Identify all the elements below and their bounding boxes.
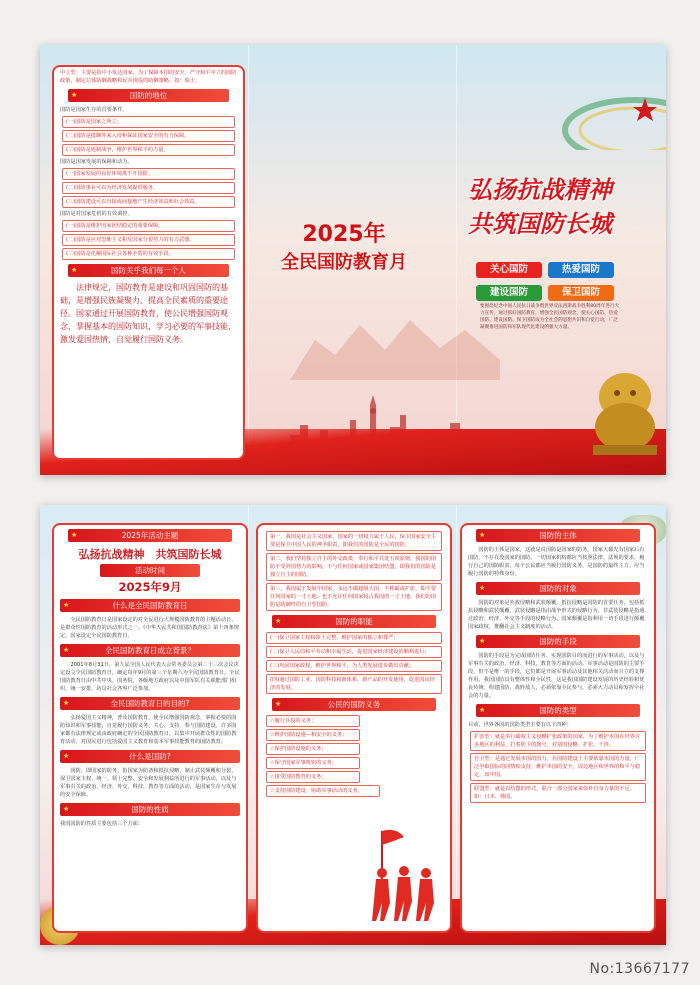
star-icon: ★ — [71, 266, 78, 274]
q2-label: 全民国防教育日成立背景？ — [105, 646, 195, 655]
section-header-everyone — [68, 264, 229, 277]
duty-item: (二)保卫人民的和平劳动和幸福生活，促进国家经济建设的顺利进行； — [266, 646, 442, 658]
tag-care: 关心国防 — [476, 262, 542, 278]
obligation-label: 公民的国防义务 — [327, 700, 381, 709]
obligation-item: ☆履行兵役的义务； — [266, 715, 360, 727]
status-item: (三)国防建设可以直接或间接地产生经济效益和社会效益。 — [62, 196, 235, 208]
cover-title-line2: 共筑国防长城 — [468, 210, 612, 238]
means-text: 国防的手段是为完成国防任务、实现国防目的而进行的军事活动，以及与军事有关的政治、经济、科技、教育等方面的活动。军事活动是国防的主要手段，但不是唯一的手段，它们都是开展军事活动及其他相关活动而且立的支撑作用。我国国防具有整体性和全民性，这是我国国防建设发展的历史经验和优良传统。构建国防，战胜敌人，必须依靠全民参与，必须大力动员和发挥全社会的力量。 — [468, 653, 645, 699]
status-item: (三)国防是遏制战争，维护世界和平的力量。 — [62, 144, 235, 156]
month-title: 全民国防教育月 — [281, 252, 407, 273]
status-item: (一)国防是国家之所立； — [62, 116, 235, 128]
means-header — [476, 635, 640, 648]
type-item: 联盟型：就是以结盟的形式，联合一部分国家来弥补自身力量的不足。如：日本、韩国。 — [470, 783, 646, 803]
theme-header-label: 2025年活动主题 — [121, 531, 179, 540]
obligation-item: ☆支持国防建设、协助军事活动的义务。 — [266, 785, 380, 797]
nature-point: 第二，我们坚持独立自主的外交政策，奉行和平共处五项原则，我国的国防不受外国势力的影响，不与任何国家或国家集团结盟，即我们的国防是独立自主的国防。 — [266, 553, 442, 581]
object-header — [476, 582, 640, 595]
type-item: 扩张型：就是奉行霸权主义侵略扩张政策的国家，为了维护本国在世界许多地区的利益，打着防卫的旗号，对别国侵略、扩张、干涉。 — [470, 731, 646, 751]
tag-love: 热爱国防 — [548, 262, 614, 278]
object-text: 国防的对象是外敌侵略和武装颠覆。抵抗侵略是国防的首要任务，包括抵抗侵略和武装颠覆，武装侵略是指由战争形式的侵略行为，非武装侵略是指通过政治、经济、外交等手段的侵略行为。国家颠覆是指利用一切手段进行颠覆国家政权、推翻社会主义制度的活动。 — [468, 600, 645, 630]
obligation-header — [272, 698, 436, 711]
star-icon: ★ — [479, 531, 486, 539]
time-header: 活动时间 — [100, 564, 200, 577]
month-title-block — [264, 220, 424, 276]
nature-header — [60, 803, 240, 816]
outside-left-panel — [52, 65, 245, 460]
theme-title: 弘扬抗战精神 共筑国防长城 — [78, 548, 222, 561]
a4-text: 国防，即国家的防务。指国家为防备和抵抗侵略，制止武装颠覆和分裂，保卫国家主权、统一、领土完整、安全和发展利益所进行的军事活动，以及与军事有关的政治、经济、外交、科技、教育等方面的活动，是国家生存与发展的安全保障。 — [60, 768, 237, 798]
star-icon: ★ — [71, 531, 78, 539]
duty-item: (三)巩固国家政权，维护世界和平，为人类发展进步做出贡献； — [266, 660, 442, 672]
status-line: 国防是国家生存的首要条件。 — [60, 107, 128, 113]
q1-header — [60, 599, 240, 612]
section-header-label: 国防关乎我们每一个人 — [111, 266, 186, 275]
soldiers-flag-icon — [368, 823, 443, 923]
status-item: (一)国防是维护国家团结稳定的重要保障。 — [62, 220, 235, 232]
nature-text: 我国国防的性质主要包括三个方面： — [60, 821, 144, 827]
outside-sheet — [40, 45, 666, 475]
status-item: (一)国家发展的良好环境离不开国防。 — [62, 168, 235, 180]
q1-label: 什么是全民国防教育日 — [112, 601, 188, 610]
tag-defend: 保卫国防 — [548, 285, 614, 301]
q3-header — [60, 697, 240, 710]
stone-lion-icon — [585, 357, 665, 457]
nature-label: 国防的性质 — [131, 805, 169, 814]
status-line: 国防是国家发展的保障和动力。 — [60, 159, 133, 165]
status-item: (二)国防是应对恐怖主义和反国家分裂势力的有力武器。 — [62, 234, 235, 246]
section-header-label: 国防的地位 — [129, 91, 168, 100]
subject-label: 国防的主体 — [539, 531, 577, 540]
star-icon: ★ — [479, 637, 486, 645]
obligation-item: ☆维护国防设施—和安全的义务； — [266, 729, 360, 741]
means-label: 国防的手段 — [539, 637, 577, 646]
star-icon: ★ — [479, 584, 486, 592]
cover-title — [455, 173, 625, 241]
obligation-item: ☆保护国防设施的义务； — [266, 743, 360, 755]
everyone-body: 法律规定，国防教育是建设和巩固国防的基础，是增强民族凝聚力、提高全民素质的重要途径。国家通过开展国防教育，使公民增强国防观念，掌握基本的国防知识，学习必要的军事技能，激发爱国热情，自觉履行国防义务。 — [60, 283, 236, 344]
time-value: 2025年9月 — [118, 580, 182, 594]
theme-header — [68, 529, 232, 542]
fold-line — [248, 505, 249, 945]
inside-right-panel — [460, 523, 656, 933]
star-icon: ★ — [275, 700, 282, 708]
star-icon: ★ — [63, 699, 70, 707]
intro-text: 中立型：主要是指中小发达国家。为了保障本国的安全，严守和平中立的国防政策，制定总体防御战略和民兵现役的防御策略。如：瑞士。 — [60, 70, 237, 84]
star-icon: ★ — [63, 601, 70, 609]
star-icon: ★ — [275, 617, 282, 625]
a3-text: 弘扬爱国主义精神，普及国防教育，使全民增强国防观念，掌握必要的国防知识和军事技能，自觉履行国防义务，关心、支持、参与国防建设。许多国家都有法律规定或由政府确定的全民国防教育日，以集中开展群众性的国防教育活动，对国民进行包括爱国主义教育和基本军事技能教育的国防教育。 — [60, 715, 237, 745]
status-item: (二)国防事业可以为经济发展提供服务。 — [62, 182, 235, 194]
type-item: 自卫型：是通过发展本国的国力，在国防建设上主要依靠本国的力量，广泛争取国际的同情和支持，维护本国的安全，周边地区和世界的和平与稳定。如中国。 — [470, 753, 646, 781]
watermark-id: No:13667177 — [589, 961, 690, 977]
section-header-status — [68, 89, 229, 102]
obligation-item: ☆保守国家军事机密的义务； — [266, 757, 360, 769]
tag-build: 建设国防 — [476, 285, 542, 301]
q3-label: 全民国防教育日的目的? — [110, 699, 190, 708]
fold-line — [456, 505, 457, 945]
subject-header — [476, 529, 640, 542]
star-icon: ★ — [479, 706, 486, 714]
emblem-star-icon — [560, 90, 666, 150]
inside-sheet — [40, 505, 666, 945]
cover-title-line1: 弘扬抗战精神 — [468, 176, 612, 204]
nature-point: 第一，我国是社会主义国家，国家的一切权力属于人民，保卫国家安全主要是保卫中国人民的神圣职责，即我们的国防是全民的国防。 — [266, 531, 442, 551]
obligation-item: ☆接受国防教育的义务； — [266, 771, 360, 783]
q2-header — [60, 644, 240, 657]
types-intro: 目前，世界各国的国防类型主要有以下四种： — [468, 722, 572, 728]
fold-line — [248, 45, 249, 475]
a2-text: 2001年8月31日，第九届全国人民代表大会常务委员会第二十三次会议决定设立全民国防教育日，确定每年9月的第三个星期六为全民国防教育日。全民国防教育日由中共中央、国务院、各级地方政府以及中国军队有关职能部门组织，统一安排，坊员社会各界广泛参加。 — [60, 662, 240, 692]
star-icon: ★ — [63, 752, 70, 760]
mountain-silhouette — [290, 300, 500, 380]
status-item: (三)国防是化解国际社会各种矛盾的有效手段。 — [62, 248, 235, 260]
q4-label: 什么是国防? — [129, 752, 171, 761]
cover-note: 要围绕纪念中国人民抗日战争暨世界反法西斯战争胜利80周年进行大力宣传，通过抓好国防教育，增强全民国防观念，使关心国防、热爱国防、建设国防、保卫国防成为全社会的思想共识和自觉行动，厂泛凝聚推进国防和军队现代化建设的强大力量。 — [480, 304, 620, 330]
cover-tags — [473, 257, 623, 303]
nature-point: 第三，我国属于发展中国家，永远不做超级大国，不称霸或扩张，即不要任何国家的一寸土地，也不允许任何国家侵占我国的一寸土地，我们的国防是防御性的自卫型国防。 — [266, 583, 442, 611]
star-icon: ★ — [63, 805, 70, 813]
subject-text: 国防的主体是国家，这就是说国防是国家的防务。国家大都先有国家后有国防，不存在没国家的国防。一切国家机构都应当按照法律、法规的要求，履行自己的国防职责，每个公民都应当履行国防义务，是国防的最终主力。应当履行国防的特殊身份。 — [468, 547, 645, 577]
object-label: 国防的对象 — [539, 584, 577, 593]
a1-text: 全民国防教育日是国家设定的对全民进行大规模国防教育的主题活动日，是群众性国防教育的活动形式之一。《中华人民共和国国防教育法》第十四条规定，国家设定全民国防教育日。 — [60, 617, 239, 639]
star-icon: ★ — [63, 646, 70, 654]
year-title: 2025年 — [302, 222, 386, 247]
inside-left-panel — [52, 523, 248, 933]
types-header — [476, 704, 640, 717]
types-label: 国防的类型 — [539, 706, 577, 715]
star-icon: ★ — [71, 91, 78, 99]
duty-item: (四)通过国防工业、国防科技和新体系、新产品的开发使用，促进国民经济的发展。 — [266, 674, 442, 694]
q4-header — [60, 750, 240, 763]
status-line: 国防是对国家危机的有效调控。 — [60, 211, 133, 217]
duty-label: 国防的职能 — [335, 617, 373, 626]
duty-item: (一)保卫国家主权和领土完整，维护国家的独立和尊严； — [266, 632, 442, 644]
status-item: (二)国防是抵御外来入侵和保证国家安全的有力保障。 — [62, 130, 235, 142]
duty-header — [272, 615, 436, 628]
